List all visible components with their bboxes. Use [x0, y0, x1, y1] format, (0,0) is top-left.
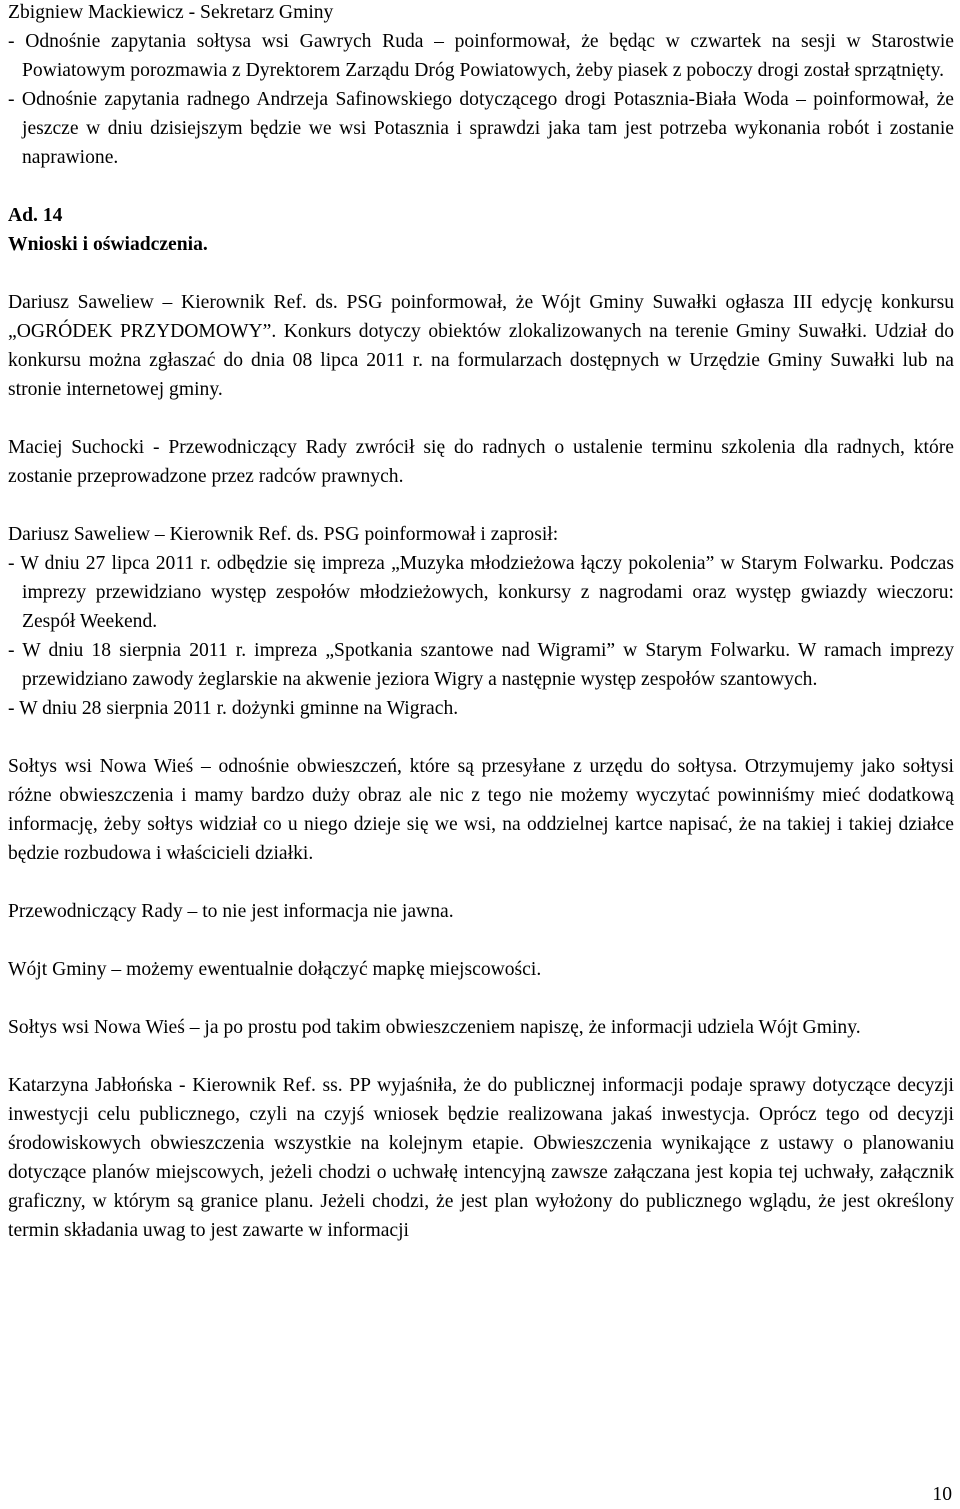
paragraph-jablonska: Katarzyna Jabłońska - Kierownik Ref. ss. PP wyjaśniła, że do publicznej informacji podaje sprawy dotyczące decyzji inwestycji celu publicznego, czyli na czyjś wniosek będzie realizowana jakaś inwestycja. Oprócz tego od decyzji środowiskowych obwieszczenia wszystkie na kolejnym etapie. Obwieszczenia wynikające z ustawy o planowaniu dotyczące planów miejscowych, jeżeli chodzi o uchwałę intencyjną zawsze załączana jest kopia tej uchwały, załącznik graficzny, w którym są granice planu. Jeżeli chodzi, że jest plan wyłożony do publicznego wglądu, że jest określony termin składania uwag to jest zawarte w informacji	[8, 1075, 954, 1241]
paragraph-saweliew-intro: Dariusz Saweliew – Kierownik Ref. ds. PSG poinformował i zaprosił:	[8, 524, 559, 545]
paragraph-wojt: Wójt Gminy – możemy ewentualnie dołączyć mapkę miejscowości.	[8, 959, 542, 980]
document-body	[8, 0, 954, 1245]
paragraph-przewodniczacy: Przewodniczący Rady – to nie jest informacja nie jawna.	[8, 901, 454, 922]
event-item-1: - W dniu 27 lipca 2011 r. odbędzie się impreza „Muzyka młodzieżowa łączy pokolenia” w Starym Folwarku. Podczas imprezy przewidziano występ zespołów młodzieżowych, konkursy z nagrodami oraz występ gwiazdy wieczoru: Zespół Weekend.	[8, 553, 954, 632]
paragraph-soltys-2: Sołtys wsi Nowa Wieś – ja po prostu pod takim obwieszczeniem napiszę, że informacji udziela Wójt Gminy.	[8, 1017, 861, 1038]
event-item-2: - W dniu 18 sierpnia 2011 r. impreza „Spotkania szantowe nad Wigrami” w Starym Folwarku. W ramach imprezy przewidziano zawody żeglarskie na akwenie jeziora Wigry a następnie występ zespołów szantowych.	[8, 640, 954, 690]
speaker-heading: Zbigniew Mackiewicz - Sekretarz Gminy	[8, 2, 334, 23]
paragraph-item1: - Odnośnie zapytania sołtysa wsi Gawrych Ruda – poinformował, że będąc w czwartek na sesji w Starostwie Powiatowym porozmawia z Dyrektorem Zarządu Dróg Powiatowych, żeby piasek z poboczy drogi został sprzątnięty.	[8, 31, 954, 81]
page-number: 10	[932, 1484, 952, 1505]
event-item-3: - W dniu 28 sierpnia 2011 r. dożynki gminne na Wigrach.	[8, 698, 459, 719]
paragraph-soltys-1: Sołtys wsi Nowa Wieś – odnośnie obwieszczeń, które są przesyłane z urzędu do sołtysa. Otrzymujemy jako sołtysi różne obwieszczenia i mamy bardzo duży obraz ale nic z tego nie możemy wyczytać powinniśmy mieć dodatkową informację, żeby sołtys widział co u niego dzieje się we wsi, na oddzielnej kartce napisać, że na takiej i takiej działce będzie rozbudowa i właścicieli działki.	[8, 756, 954, 864]
paragraph-saweliew-contest: Dariusz Saweliew – Kierownik Ref. ds. PSG poinformował, że Wójt Gminy Suwałki ogłasza III edycję konkursu „OGRÓDEK PRZYDOMOWY”. Konkurs dotyczy obiektów zlokalizowanych na terenie Gminy Suwałki. Udział do konkursu można zgłaszać do dnia 08 lipca 2011 r. na formularzach dostępnych w Urzędzie Gminy Suwałki lub na stronie internetowej gminy.	[8, 292, 954, 400]
agenda-item-number: Ad. 14	[8, 205, 63, 226]
section-title: Wnioski i oświadczenia.	[8, 234, 208, 255]
paragraph-suchocki: Maciej Suchocki - Przewodniczący Rady zwrócił się do radnych o ustalenie terminu szkolenia dla radnych, które zostanie przeprowadzone przez radców prawnych.	[8, 437, 954, 487]
paragraph-item2: - Odnośnie zapytania radnego Andrzeja Safinowskiego dotyczącego drogi Potasznia-Biała Woda – poinformował, że jeszcze w dniu dzisiejszym będzie we wsi Potasznia i sprawdzi jaka tam jest potrzeba wykonania robót i zostanie naprawione.	[8, 89, 954, 168]
